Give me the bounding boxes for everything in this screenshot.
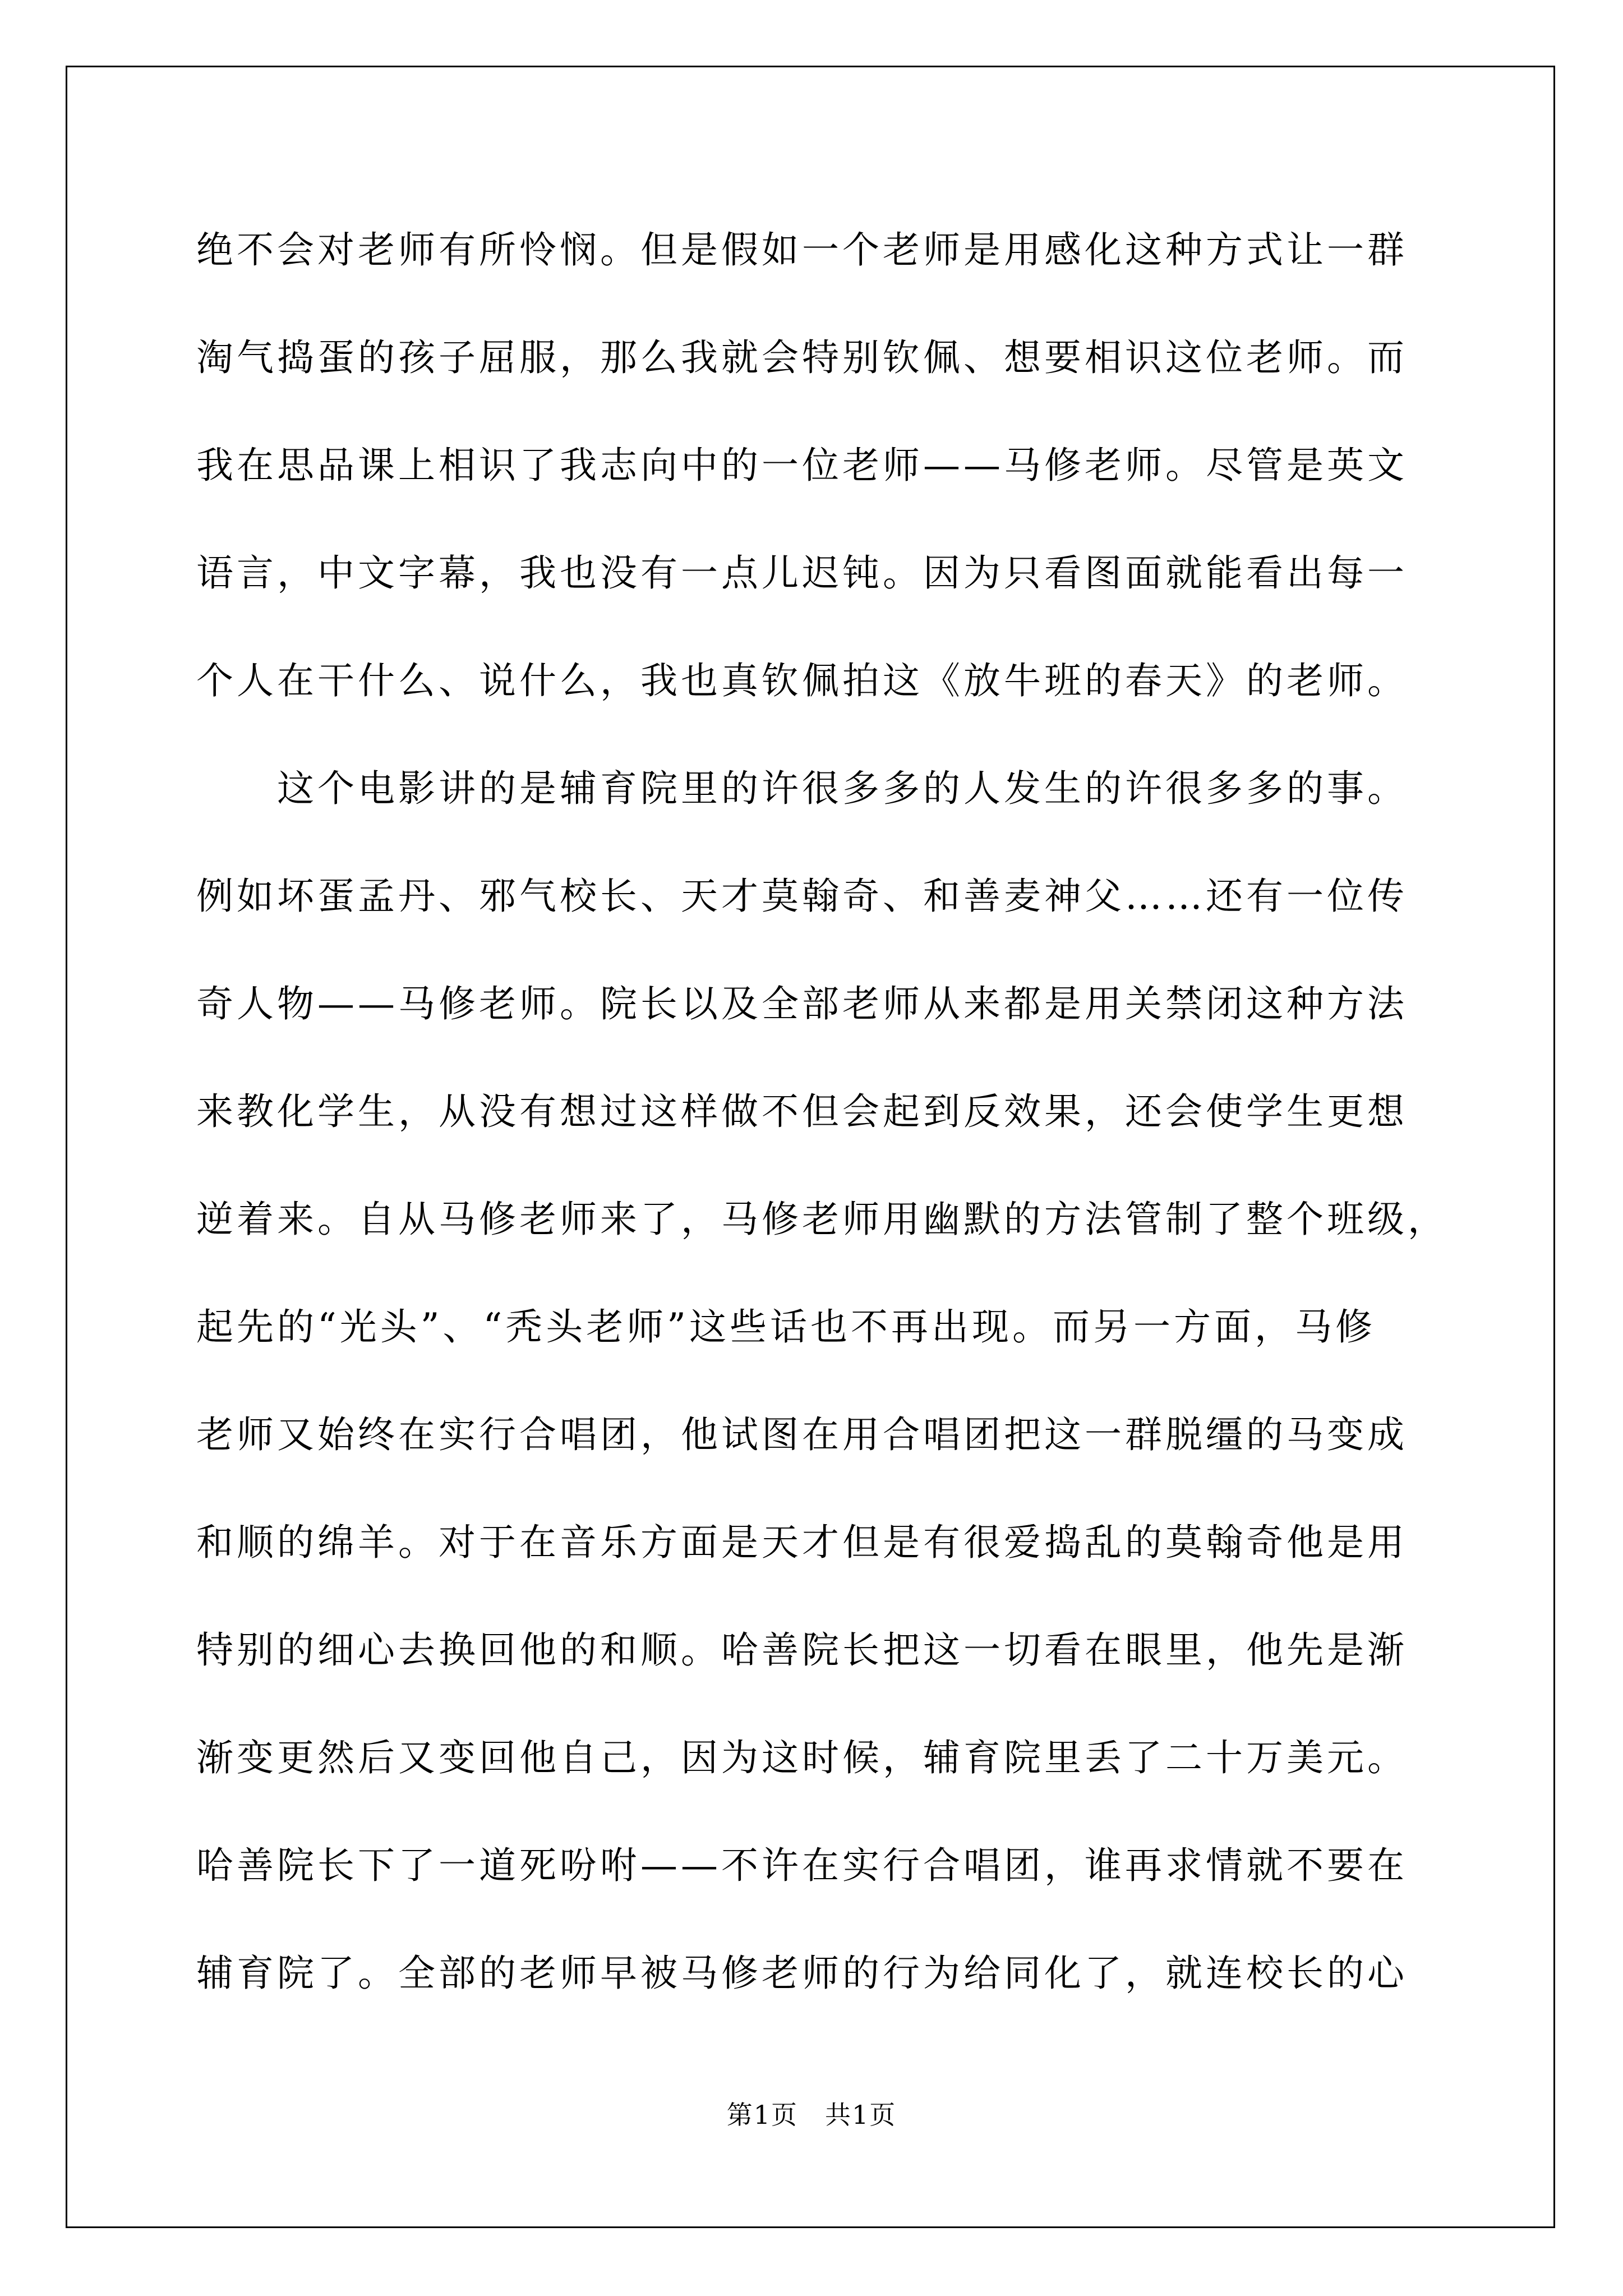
text-line: 个人在干什么、说什么，我也真钦佩拍这《放牛班的春天》的老师。 xyxy=(196,659,1408,702)
text-line: 和顺的绵羊。对于在音乐方面是天才但是有很爱捣乱的莫翰奇他是用 xyxy=(196,1521,1408,1564)
text-line: 哈善院长下了一道死吩咐——不许在实行合唱团，谁再求情就不要在 xyxy=(196,1844,1408,1887)
text-line: 来教化学生，从没有想过这样做不但会起到反效果，还会使学生更想 xyxy=(196,1090,1408,1133)
text-line: 语言，中文字幕，我也没有一点儿迟钝。因为只看图面就能看出每一 xyxy=(196,551,1408,595)
text-line: 老师又始终在实行合唱团，他试图在用合唱团把这一群脱缰的马变成 xyxy=(196,1413,1408,1456)
text-line: 绝不会对老师有所怜悯。但是假如一个老师是用感化这种方式让一群 xyxy=(196,228,1408,272)
text-line: 我在思品课上相识了我志向中的一位老师——马修老师。尽管是英文 xyxy=(196,444,1408,487)
text-line: 逆着来。自从马修老师来了，马修老师用幽默的方法管制了整个班级， xyxy=(196,1198,1448,1241)
text-line: 奇人物——马修老师。院长以及全部老师从来都是用关禁闭这种方法 xyxy=(196,982,1408,1025)
text-line: 淘气捣蛋的孩子屈服，那么我就会特别钦佩、想要相识这位老师。而 xyxy=(196,336,1408,379)
text-line: 这个电影讲的是辅育院里的许很多多的人发生的许很多多的事。 xyxy=(196,767,1408,810)
text-line: 起先的“光头”、“秃头老师”这些话也不再出现。而另一方面，马修 xyxy=(196,1305,1376,1349)
text-line: 特别的细心去换回他的和顺。哈善院长把这一切看在眼里，他先是渐 xyxy=(196,1628,1408,1672)
text-line: 例如坏蛋孟丹、邪气校长、天才莫翰奇、和善麦神父……还有一位传 xyxy=(196,875,1408,918)
text-line: 辅育院了。全部的老师早被马修老师的行为给同化了，就连校长的心 xyxy=(196,1952,1408,1995)
text-line: 渐变更然后又变回他自己，因为这时候，辅育院里丢了二十万美元。 xyxy=(196,1736,1408,1779)
document-body xyxy=(196,213,1448,2044)
page-number-footer: 第1页 共1页 xyxy=(726,2100,897,2130)
